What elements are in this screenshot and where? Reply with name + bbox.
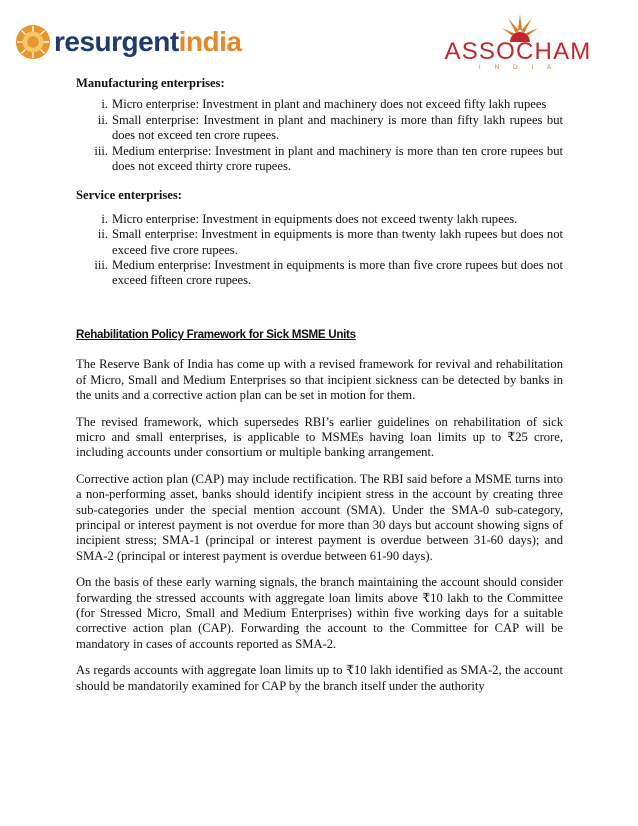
list-number: i. [101, 211, 108, 226]
list-item [76, 258, 563, 289]
resurgent-india-logo [14, 22, 242, 62]
list-number: ii. [97, 112, 108, 127]
service-list [76, 212, 563, 289]
list-text: Small enterprise: Investment in equipments is more than twenty lakh rupees but does not exceed five crore rupees. [112, 227, 563, 257]
document-body [76, 76, 563, 694]
list-text: Micro enterprise: Investment in equipments does not exceed twenty lakh rupees. [112, 211, 518, 226]
policy-paragraph-2: The revised framework, which supersedes RBI’s earlier guidelines on rehabilitation of sick micro and small enterprises, is applicable to MSMEs having loan limits up to ₹25 crore, including accounts under consortium or multiple banking arrangement. [76, 414, 563, 460]
policy-paragraph-4: On the basis of these early warning signals, the branch maintaining the account should consider forwarding the stressed accounts with aggregate loan limits above ₹10 lakh to the Committee (for Stressed Micro, Small and Medium Enterprises) within five working days for a suitable corrective action plan (CAP). Forwarding the account to the Committee for CAP will be mandatory in cases of accounts reported as SMA-2. [76, 575, 563, 651]
list-number: iii. [94, 143, 108, 158]
list-item [76, 144, 563, 175]
policy-paragraph-3: Corrective action plan (CAP) may include rectification. The RBI said before a MSME turns into a non-performing asset, banks should identify incipient stress in the account by creating three sub-categories under the special mention account (SMA). Under the SMA-0 sub-category, principal or interest payment is not overdue for more than 30 days but account showing signs of incipient stress; SMA-1 (principal or interest payment is overdue between 31-60 days); and SMA-2 (principal or interest payment is overdue between 61-90 days). [76, 471, 563, 563]
manufacturing-list [76, 97, 563, 174]
list-item [76, 212, 563, 227]
policy-heading: Rehabilitation Policy Framework for Sick MSME Units [76, 327, 356, 341]
page-header [0, 0, 638, 72]
policy-paragraph-1: The Reserve Bank of India has come up with a revised framework for revival and rehabilitation of Micro, Small and Medium Enterprises so that incipient sickness can be detected by banks in the units and a corrective action plan can be set in motion for them. [76, 357, 563, 403]
brand-wordmark: resurgentindia [54, 26, 242, 57]
list-text: Small enterprise: Investment in plant and machinery is more than fifty lakh rupees but does not exceed ten crore rupees. [112, 112, 563, 143]
list-item [76, 113, 563, 144]
list-number: iii. [94, 258, 108, 273]
sun-emblem-icon [14, 23, 52, 61]
list-text: Micro enterprise: Investment in plant and machinery does not exceed fifty lakh rupees [112, 97, 547, 112]
manufacturing-heading: Manufacturing enterprises: [76, 76, 225, 90]
list-text: Medium enterprise: Investment in plant and machinery is more than ten crore rupees but does not exceed thirty crore rupees. [112, 143, 563, 174]
policy-paragraph-5: As regards accounts with aggregate loan limits up to ₹10 lakh identified as SMA-2, the account should be mandatorily examined for CAP by the branch itself under the authority [76, 663, 563, 693]
assocham-logo [418, 14, 618, 70]
list-text: Medium enterprise: Investment in equipments is more than five crore rupees but does not exceed fifteen crore rupees. [112, 258, 563, 288]
service-heading: Service enterprises: [76, 188, 182, 203]
assocham-wordmark: ASSOCHAM [444, 38, 592, 65]
assocham-subtitle: I N D I A [478, 64, 558, 71]
list-item [76, 97, 563, 112]
list-number: ii. [97, 227, 108, 242]
list-number: i. [101, 97, 108, 112]
list-item [76, 227, 563, 258]
